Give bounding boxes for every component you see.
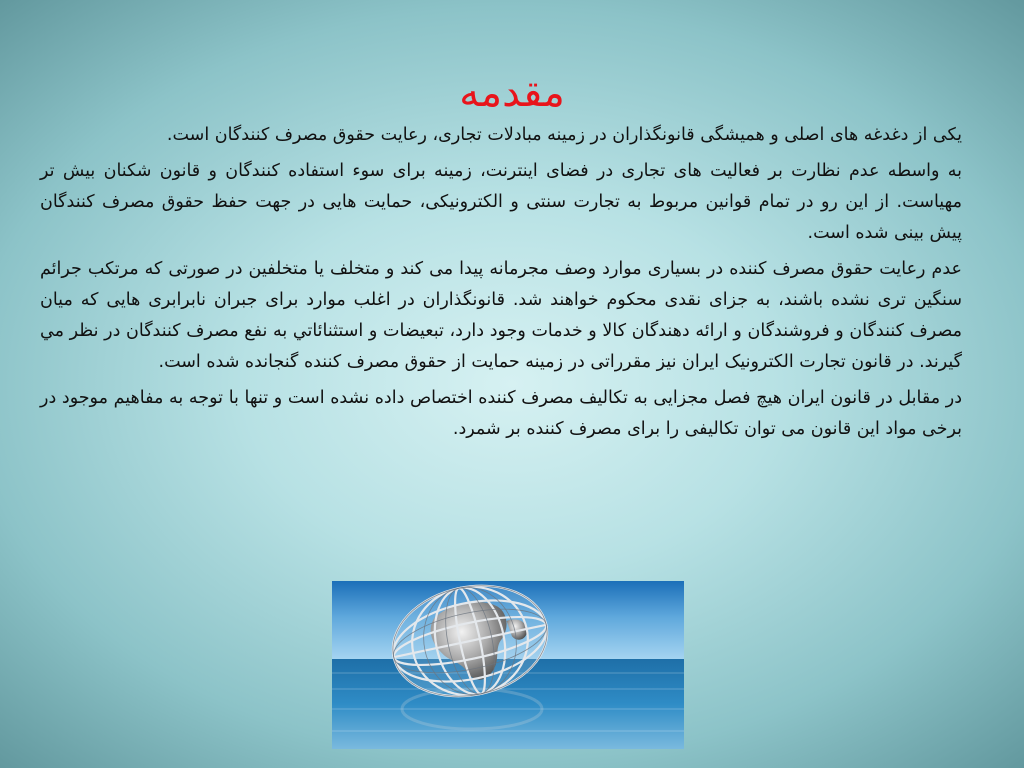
wireframe-globe-over-water-icon	[332, 581, 684, 749]
slide-body	[40, 120, 962, 450]
paragraph-4: در مقابل در قانون ایران هیچ فصل مجزایی به تکالیف مصرف کننده اختصاص داده نشده است و تنها با توجه به مفاهیم موجود در برخی مواد این قانون می توان تکالیفی را برای مصرف کننده بر شمرد.	[40, 388, 962, 439]
paragraph-3: عدم رعایت حقوق مصرف کننده در بسیاری موارد وصف مجرمانه پیدا می کند و متخلف یا متخلفین در صورتی که مرتکب جرائم سنگین تری نشده باشند، به جزای نقدی محکوم خواهند شد. قانونگذاران در اغلب موارد برای جبران نابرابری هایی که میان مصرف کنندگان و فروشندگان و ارائه دهندگان کالا و خدمات وجود دارد، تبعیضات و استثنائاتي به نفع مصرف کنندگان در نظر مي گيرند. در قانون تجارت الکترونیک ایران نیز مقرراتی در زمینه حمایت از حقوق مصرف کننده گنجانده شده است.	[40, 259, 962, 372]
globe-over-water-image	[332, 581, 684, 749]
paragraph-1: یکی از دغدغه های اصلی و همیشگی قانونگذاران در زمینه مبادلات تجاری، رعایت حقوق مصرف کنندگان است.	[166, 125, 962, 145]
paragraph-2: به واسطه عدم نظارت بر فعالیت های تجاری در فضای اینترنت، زمینه برای سوء استفاده کنندگان و قانون شکنان بیش تر مهیاست. از این رو در تمام قوانین مربوط به تجارت سنتی و الکترونیکی، حمایت هایی در جهت حفظ حقوق مصرف کنندگان پیش بینی شده است.	[40, 161, 962, 243]
slide-title: مقدمه	[459, 69, 565, 116]
